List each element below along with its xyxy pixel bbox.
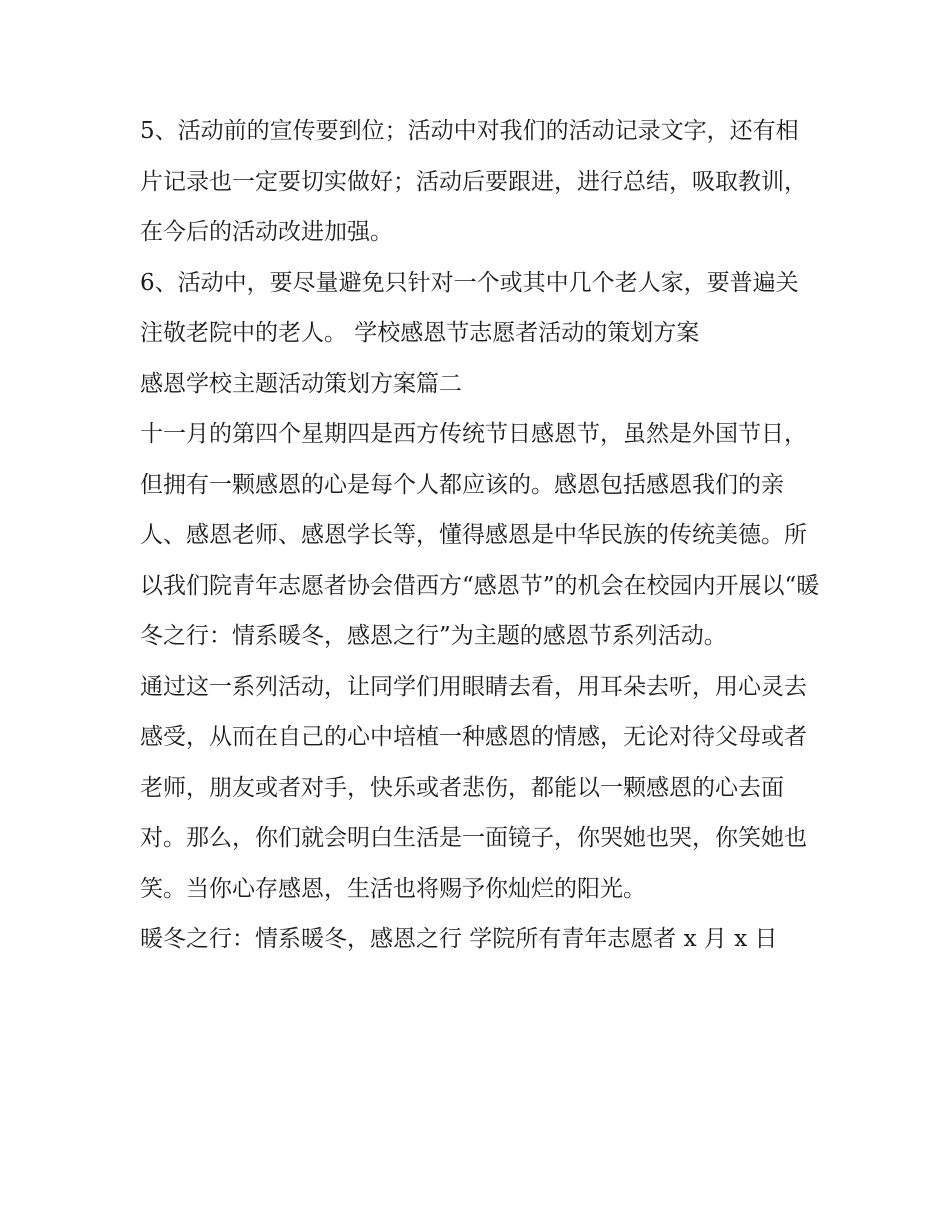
paragraph-theme-date: 暖冬之行：情系暖冬，感恩之行 学院所有青年志愿者 x 月 x 日 <box>140 926 778 952</box>
paragraph-item-5: 5、活动前的宣传要到位；活动中对我们的活动记录文字，还有相片记录也一定要切实做好；活动后要跟进，进行总结，吸取教训，在今后的活动改进加强。 <box>140 118 807 245</box>
document-page <box>140 106 820 965</box>
section-heading: 感恩学校主题活动策划方案篇二 <box>140 370 462 397</box>
paragraph-purpose: 通过这一系列活动，让同学们用眼睛去看，用耳朵去听，用心灵去感受，从而在自己的心中培植一种感恩的情感，无论对待父母或者老师，朋友或者对手，快乐或者悲伤，都能以一颗感恩的心去面对。那么，你们就会明白生活是一面镜子，你哭她也哭，你笑她也笑。当你心存感恩，生活也将赐予你灿烂的阳光。 <box>140 673 807 902</box>
paragraph-item-6: 6、活动中，要尽量避免只针对一个或其中几个老人家，要普遍关注敬老院中的老人。 学校感恩节志愿者活动的策划方案 <box>140 269 799 346</box>
paragraph-background: 十一月的第四个星期四是西方传统节日感恩节，虽然是外国节日，但拥有一颗感恩的心是每个人都应该的。感恩包括感恩我们的亲人、感恩老师、感恩学长等，懂得感恩是中华民族的传统美德。所以我们院青年志愿者协会借西方“感恩节”的机会在校园内开展以“暖冬之行：情系暖冬，感恩之行”为主题的感恩节系列活动。 <box>140 421 820 649</box>
